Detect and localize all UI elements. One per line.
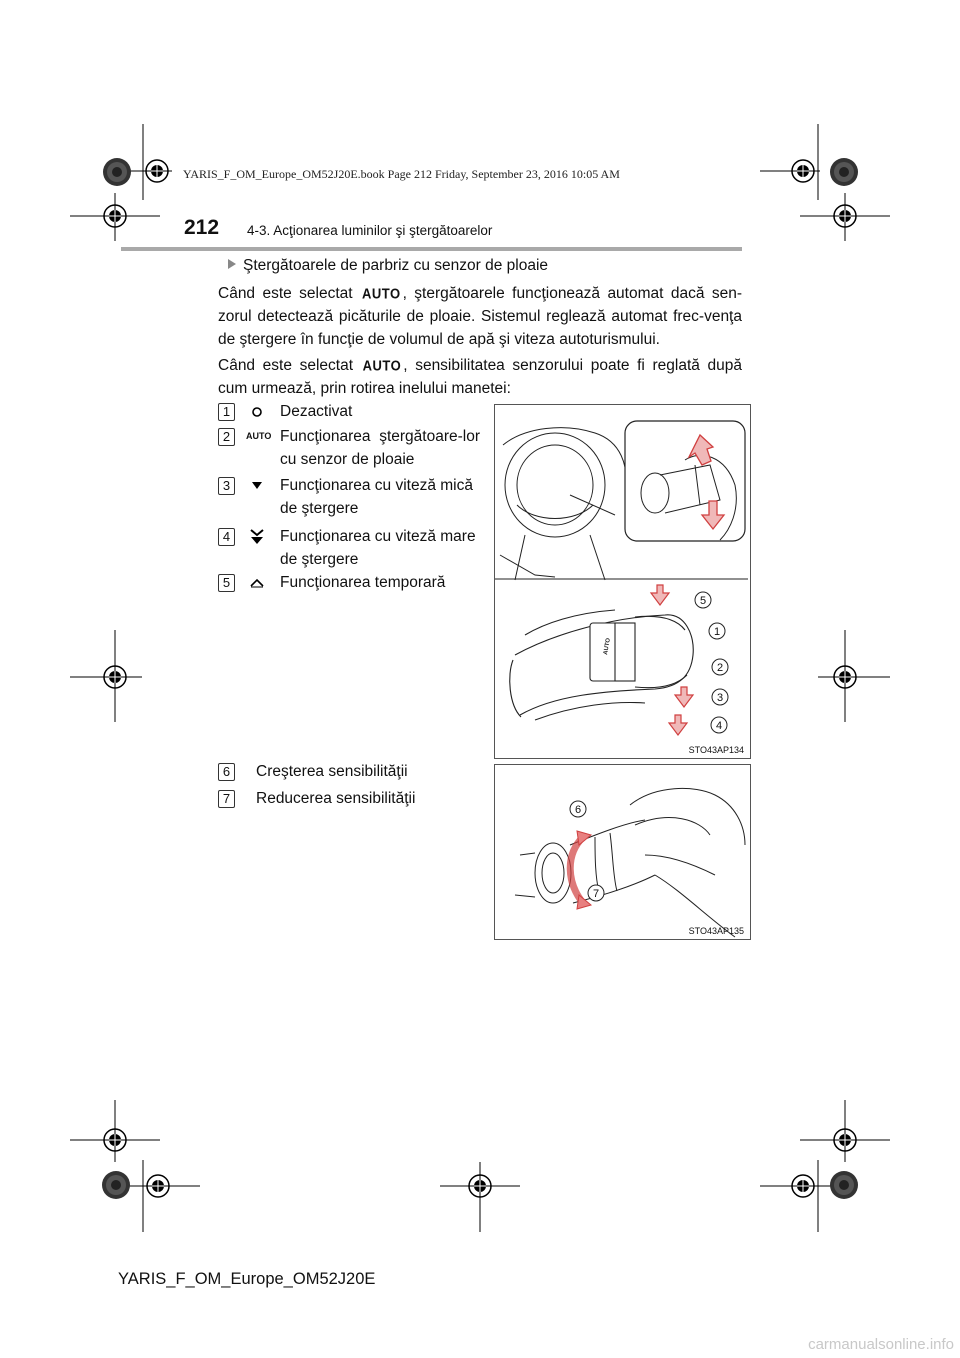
sensitivity-ring-illustration [494,764,751,940]
item-number-badge: 5 [218,574,235,592]
figure-caption: STO43AP135 [688,926,744,936]
item-text: Funcţionarea cu viteză mică de ştergere [280,477,473,517]
item-text: Creşterea sensibilităţii [256,763,408,780]
book-stamp: YARIS_F_OM_Europe_OM52J20E.book Page 212 Friday, September 23, 2016 10:05 AM [183,167,620,181]
lever-auto-label: AUTO [603,637,612,656]
item-number-badge: 7 [218,790,235,808]
chevron-up-icon [246,574,268,592]
footer-code: YARIS_F_OM_Europe_OM52J20E [118,1270,376,1288]
item-number-badge: 2 [218,428,235,446]
paragraph1-lead: Când este selectat [218,285,353,302]
subheading-text: Ştergătoarele de parbriz cu senzor de ploaie [243,257,549,274]
item-text: Funcţionarea temporară [280,574,446,591]
figure-caption: STO43AP134 [688,745,744,755]
callout-3: 3 [716,692,724,704]
callout-5: 5 [699,595,707,607]
callout-4: 4 [715,720,723,732]
sensitivity-ring-drawing [495,765,750,939]
section-title: 4-3. Acţionarea luminilor şi ştergătoarelor [247,223,493,238]
item-text: Reducerea sensibilităţii [256,790,416,807]
auto-icon: AUTO [246,431,272,441]
auto-icon: AUTO [362,356,402,375]
paragraph-sensitivity [218,354,742,400]
auto-icon: AUTO [361,284,401,303]
single-chevron-down-icon [246,477,268,495]
paragraph2-rest: , sensibilitatea senzorului poate fi reglată după cum urmează, prin rotirea inelului manetei: [218,357,742,397]
item-number-badge: 3 [218,477,235,495]
item-text: Funcţionarea cu viteză mare de ştergere [280,528,476,568]
paragraph-auto-wipers [218,282,742,351]
page-number: 212 [184,216,220,239]
header-rule [121,247,742,251]
callout-7: 7 [592,888,600,900]
wiper-lever-drawing [495,405,750,758]
paragraph2-lead: Când este selectat [218,357,354,374]
paragraph1-rest: , ştergătoarele funcţionează automat dacă sen-zorul detectează picăturile de ploaie. Sistemul reglează automat frec-venţa de ştergere în funcţie de volumul de apă şi viteza autoturismului. [218,285,742,348]
callout-1: 1 [713,626,721,638]
ring-icon [246,403,268,421]
item-number-badge: 1 [218,403,235,421]
item-text: Funcţionarea ştergătoare-lor cu senzor de ploaie [280,428,480,468]
item-text: Dezactivat [280,403,353,420]
double-chevron-down-icon [246,528,268,549]
watermark[interactable]: carmanualsonline.info [808,1336,954,1353]
item-number-badge: 6 [218,763,235,781]
triangle-bullet-icon [228,259,236,269]
callout-2: 2 [716,662,724,674]
subheading [228,257,548,275]
callout-6: 6 [574,804,582,816]
wiper-lever-illustration [494,404,751,759]
item-number-badge: 4 [218,528,235,546]
